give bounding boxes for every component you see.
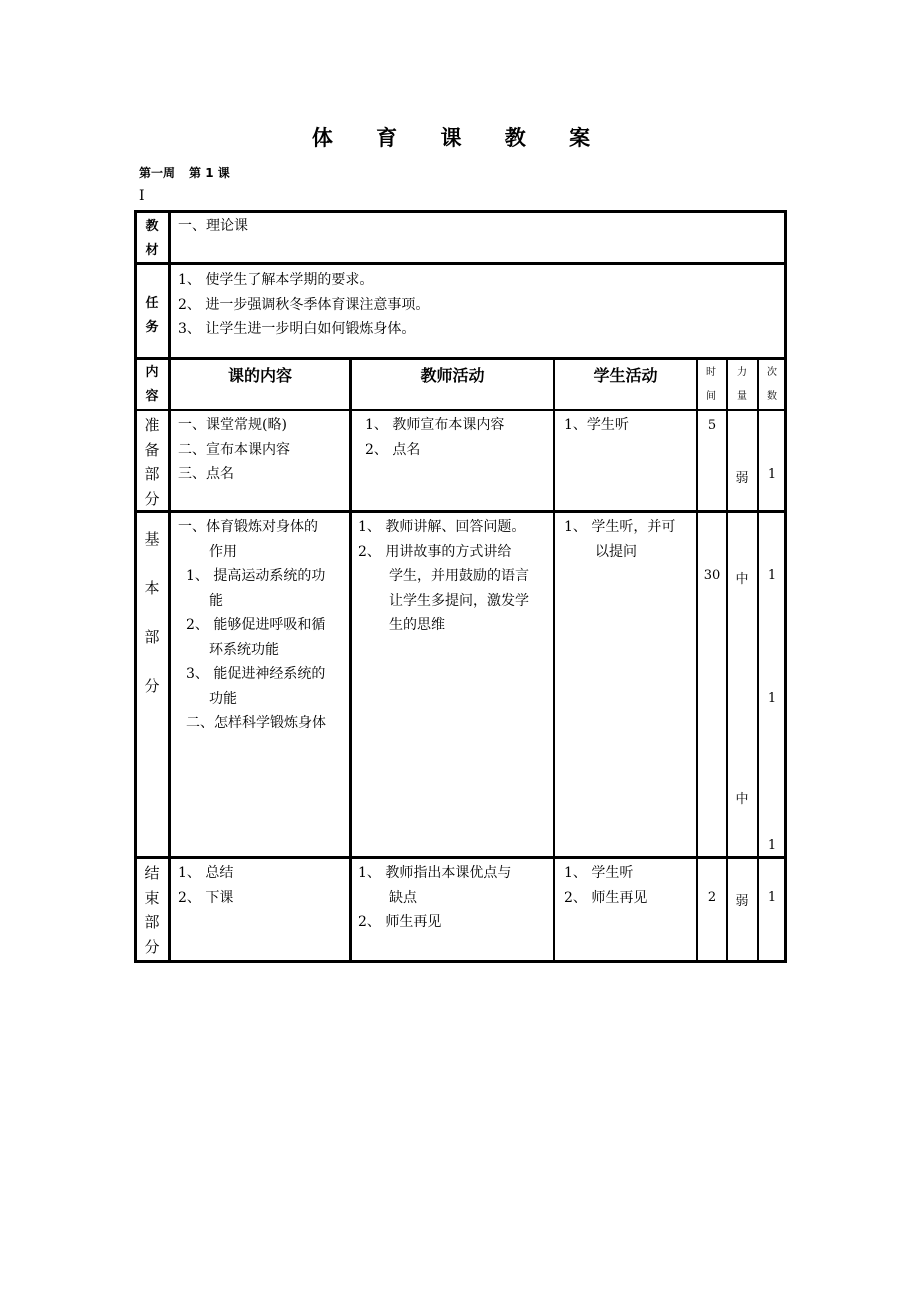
row-divider xyxy=(134,409,787,411)
basic-count-1: 1 xyxy=(767,568,777,583)
basic-intensity-2: 中 xyxy=(735,792,749,807)
material-label: 教 材 xyxy=(145,219,159,258)
header-content: 课的内容 xyxy=(227,366,292,385)
col-divider xyxy=(726,357,728,963)
row-divider xyxy=(134,856,787,859)
end-content: 1、 总结 2、 下课 xyxy=(178,865,234,906)
header-student: 学生活动 xyxy=(593,366,658,385)
end-student: 1、 学生听 2、 师生再见 xyxy=(564,865,648,906)
task-item: 1、 使学生了解本学期的要求。 xyxy=(178,272,374,288)
prep-time: 5 xyxy=(707,418,717,433)
end-intensity: 弱 xyxy=(735,894,749,909)
col-divider xyxy=(168,210,171,963)
content-label: 内 容 xyxy=(145,365,159,404)
basic-content: 一、体育锻炼对身体的 作用 1、 提高运动系统的功 能 2、 能够促进呼吸和循 环系统功能 3、 能促进神经系统的 功能 二、怎样科学锻炼身体 xyxy=(178,519,326,731)
lesson-subtitle xyxy=(139,164,230,181)
header-intensity: 力 量 xyxy=(737,367,747,402)
end-count: 1 xyxy=(767,890,777,905)
page-title: 体 育 课 教 案 xyxy=(311,125,609,150)
task-list xyxy=(178,268,429,342)
material-content: 一、理论课 xyxy=(178,218,248,234)
header-time: 时 间 xyxy=(706,367,716,402)
prep-student: 1、学生听 xyxy=(564,417,629,433)
basic-count-2: 1 xyxy=(767,691,777,706)
basic-teacher: 1、 教师讲解、回答问题。 2、 用讲故事的方式讲给 学生，并用鼓励的语言 让学生多提问，激发学 生的思维 xyxy=(358,519,529,633)
prep-content: 一、课堂常规(略) 二、宣布本课内容 三、点名 xyxy=(178,417,290,482)
prep-count: 1 xyxy=(767,467,777,482)
task-item: 2、 进一步强调秋冬季体育课注意事项。 xyxy=(178,296,430,313)
prep-teacher: 1、 教师宣布本课内容 2、 点名 xyxy=(365,417,505,458)
task-item: 3、 让学生进一步明白如何锻炼身体。 xyxy=(178,321,416,337)
basic-intensity-1: 中 xyxy=(735,572,749,587)
end-time: 2 xyxy=(707,890,717,905)
row-divider xyxy=(134,510,787,513)
end-teacher: 1、 教师指出本课优点与 缺点 2、 师生再见 xyxy=(358,865,512,930)
col-divider xyxy=(553,357,555,963)
week-label: 第一周 xyxy=(139,166,176,180)
basic-label: 基 本 部 分 xyxy=(144,530,160,695)
lesson-label: 第 1 课 xyxy=(189,166,230,180)
basic-student: 1、 学生听，并可 以提问 xyxy=(564,519,676,560)
prep-intensity: 弱 xyxy=(735,471,749,486)
basic-time: 30 xyxy=(703,568,721,583)
end-label: 结 束 部 分 xyxy=(144,864,160,956)
task-label: 任 务 xyxy=(145,296,159,335)
text-marker: I xyxy=(139,188,145,204)
basic-count-3: 1 xyxy=(767,838,777,853)
col-divider xyxy=(696,357,698,963)
col-divider xyxy=(757,357,759,963)
row-divider xyxy=(134,357,787,360)
row-divider xyxy=(134,262,787,265)
header-teacher: 教师活动 xyxy=(420,366,485,385)
col-divider xyxy=(349,357,352,963)
header-count: 次 数 xyxy=(767,367,777,402)
prep-label: 准 备 部 分 xyxy=(144,416,160,508)
